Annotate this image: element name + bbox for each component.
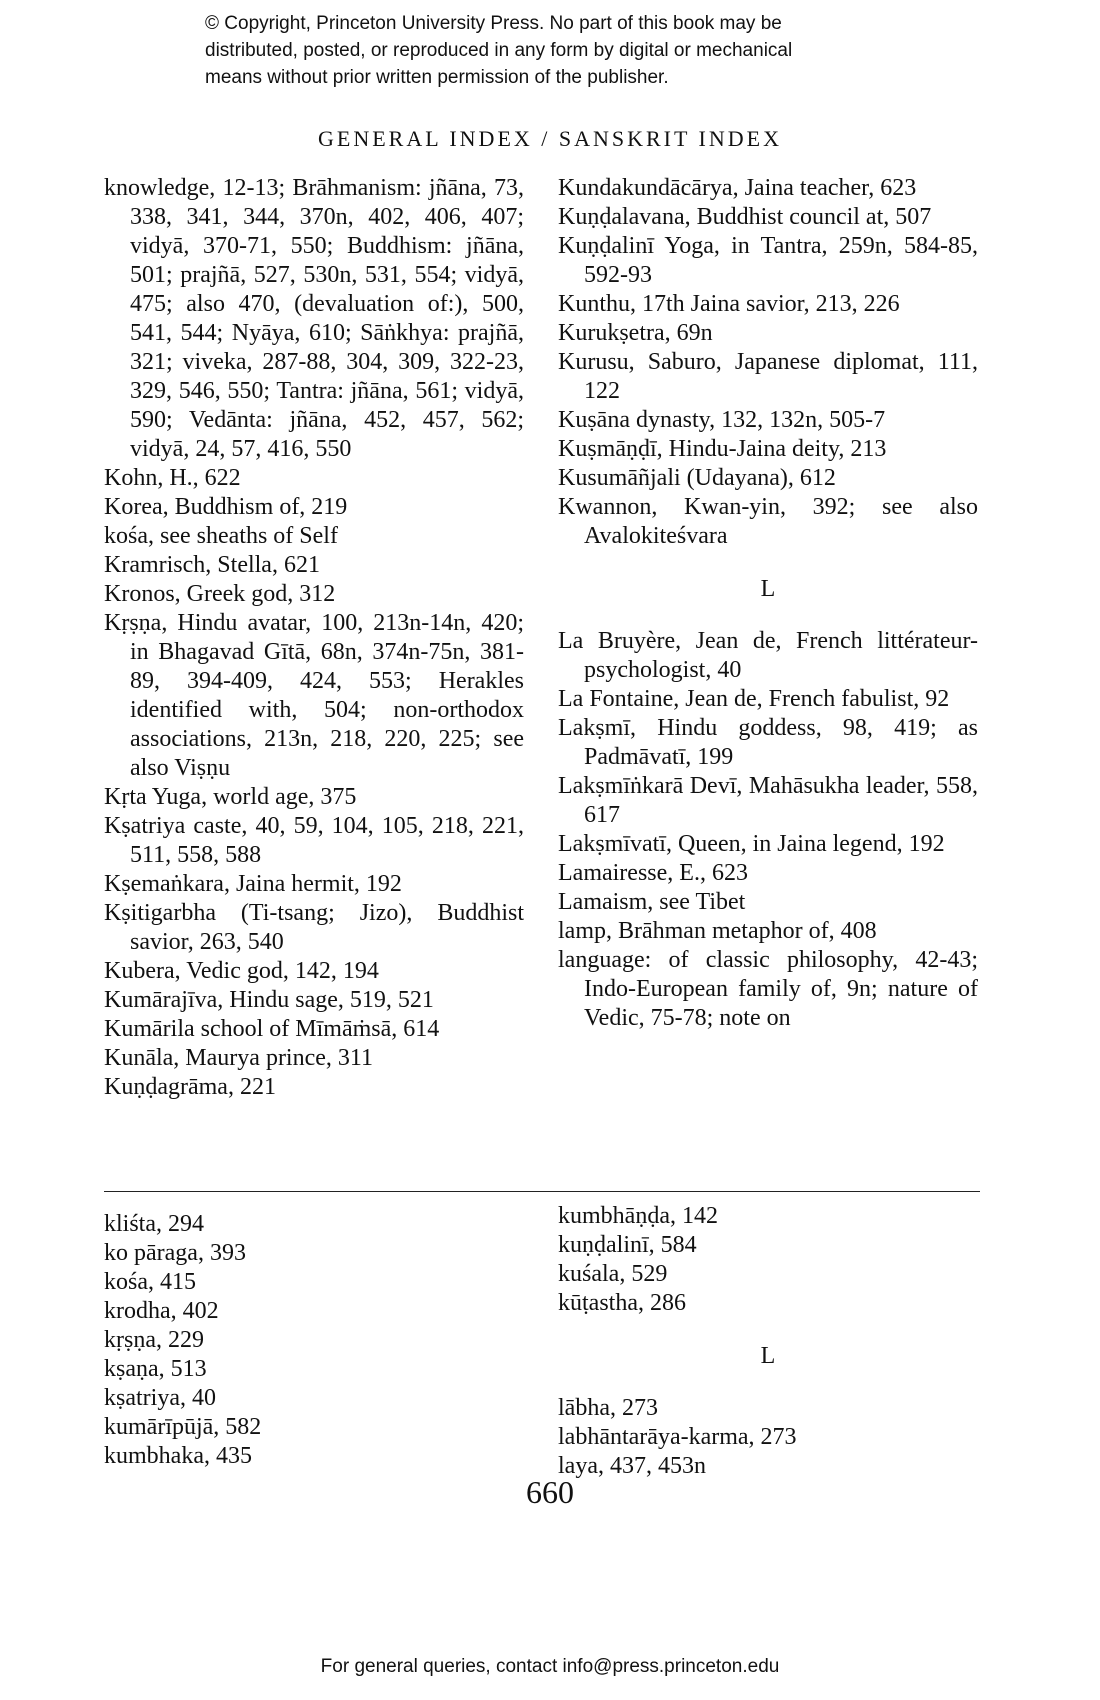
index-entry: kuṇḍalinī, 584 — [558, 1232, 697, 1258]
index-entry: kliśta, 294 — [104, 1211, 204, 1237]
section-letter-heading: L — [760, 1343, 776, 1369]
index-entry: La Bruyère, Jean de, French littérateur-psychologist, 40 — [558, 628, 978, 683]
index-entry: lābha, 273 — [558, 1395, 658, 1421]
index-entry: La Fontaine, Jean de, French fabulist, 92 — [558, 686, 950, 712]
index-entry: Kuṣmāṇḍī, Hindu-Jaina deity, 213 — [558, 436, 887, 462]
index-entry: kṣaṇa, 513 — [104, 1356, 207, 1382]
index-entry: kūṭastha, 286 — [558, 1290, 686, 1316]
copyright-line: © Copyright, Princeton University Press. No part of this book may be — [205, 13, 782, 34]
index-entry: Lamairesse, E., 623 — [558, 860, 748, 886]
index-entry: Lakṣmī, Hindu goddess, 98, 419; as Padmāvatī, 199 — [558, 715, 978, 770]
index-entry: laya, 437, 453n — [558, 1453, 706, 1479]
page-number: 660 — [526, 1474, 574, 1510]
section-letter-heading: L — [760, 576, 776, 602]
index-entry: Kuṣāna dynasty, 132, 132n, 505-7 — [558, 407, 886, 433]
index-entry: Kusumāñjali (Udayana), 612 — [558, 465, 836, 491]
copyright-line: means without prior written permission of the publisher. — [205, 67, 669, 88]
general-index-left-column — [104, 174, 524, 1102]
index-entry: Lamaism, see Tibet — [558, 889, 746, 915]
index-entry: Kramrisch, Stella, 621 — [104, 552, 320, 578]
section-divider — [104, 1191, 980, 1192]
index-entry: kṛṣṇa, 229 — [104, 1327, 204, 1353]
sanskrit-index-left-column — [104, 1210, 524, 1471]
index-entry: Kumārajīva, Hindu sage, 519, 521 — [104, 987, 434, 1013]
index-entry: Korea, Buddhism of, 219 — [104, 494, 348, 520]
index-entry: Kṣemaṅkara, Jaina hermit, 192 — [104, 871, 402, 897]
index-entry: Kṣitigarbha (Ti-tsang; Jizo), Buddhist savior, 263, 540 — [104, 900, 524, 955]
index-entry: Kumārila school of Mīmāṁsā, 614 — [104, 1016, 440, 1042]
index-entry: Kurukṣetra, 69n — [558, 320, 713, 346]
index-entry: Kohn, H., 622 — [104, 465, 241, 491]
index-entry: krodha, 402 — [104, 1298, 219, 1324]
index-entry: kośa, 415 — [104, 1269, 196, 1295]
index-entry: Lakṣmīvatī, Queen, in Jaina legend, 192 — [558, 831, 945, 857]
general-index-right-column — [558, 174, 978, 1033]
copyright-notice — [205, 10, 905, 91]
index-entry: Kunthu, 17th Jaina savior, 213, 226 — [558, 291, 900, 317]
index-entry: Kubera, Vedic god, 142, 194 — [104, 958, 379, 984]
index-entry: knowledge, 12-13; Brāhmanism: jñāna, 73, 338, 341, 344, 370n, 402, 406, 407; vidyā, 370-71, 550; Buddhism: jñāna, 501; prajñā, 527, 530n, 531, 554; vidyā, 475; also 470, (devaluation of:), 500, 541, 544; Nyāya, 610; Sāṅkhya: prajñā, 321; viveka, 287-88, 304, 309, 322-23, 329, 546, 550; Tantra: jñāna, 561; vidyā, 590; Vedānta: jñāna, 452, 457, 562; vidyā, 24, 57, 416, 550 — [104, 175, 524, 462]
index-entry: lamp, Brāhman metaphor of, 408 — [558, 918, 877, 944]
running-header: GENERAL INDEX / SANSKRIT INDEX — [318, 126, 782, 151]
index-entry: Kwannon, Kwan-yin, 392; see also Avalokiteśvara — [558, 494, 978, 549]
index-entry: Lakṣmīṅkarā Devī, Mahāsukha leader, 558, 617 — [558, 773, 978, 828]
index-entry: Kuṇḍalinī Yoga, in Tantra, 259n, 584-85, 592-93 — [558, 233, 978, 288]
index-entry: Kundakundācārya, Jaina teacher, 623 — [558, 175, 917, 201]
footer-contact: For general queries, contact info@press.princeton.edu — [320, 1656, 780, 1677]
index-entry: Kṛṣṇa, Hindu avatar, 100, 213n-14n, 420; in Bhagavad Gītā, 68n, 374n-75n, 381-89, 394-409, 424, 553; Herakles identified with, 504; non-orthodox associations, 213n, 218, 220, 225; see also Viṣṇu — [104, 610, 524, 781]
index-entry: ko pāraga, 393 — [104, 1240, 246, 1266]
index-entry: kuśala, 529 — [558, 1261, 668, 1287]
index-entry: Kurusu, Saburo, Japanese diplomat, 111, 122 — [558, 349, 978, 404]
index-entry: Kṣatriya caste, 40, 59, 104, 105, 218, 221, 511, 558, 588 — [104, 813, 524, 868]
index-entry: language: of classic philosophy, 42-43; Indo-European family of, 9n; nature of Vedic, 75-78; note on — [558, 947, 978, 1031]
index-entry: kumārīpūjā, 582 — [104, 1414, 262, 1440]
index-entry: kumbhāṇḍa, 142 — [558, 1203, 718, 1229]
index-entry: Kronos, Greek god, 312 — [104, 581, 336, 607]
sanskrit-index-right-column — [558, 1202, 978, 1481]
index-entry: Kṛta Yuga, world age, 375 — [104, 784, 357, 810]
index-entry: Kuṇḍalavana, Buddhist council at, 507 — [558, 204, 932, 230]
copyright-line: distributed, posted, or reproduced in any form by digital or mechanical — [205, 40, 793, 61]
index-entry: labhāntarāya-karma, 273 — [558, 1424, 797, 1450]
index-entry: Kunāla, Maurya prince, 311 — [104, 1045, 374, 1071]
index-entry: Kuṇḍagrāma, 221 — [104, 1074, 276, 1100]
index-entry: kṣatriya, 40 — [104, 1385, 216, 1411]
index-entry: kośa, see sheaths of Self — [104, 523, 338, 549]
index-entry: kumbhaka, 435 — [104, 1443, 252, 1469]
